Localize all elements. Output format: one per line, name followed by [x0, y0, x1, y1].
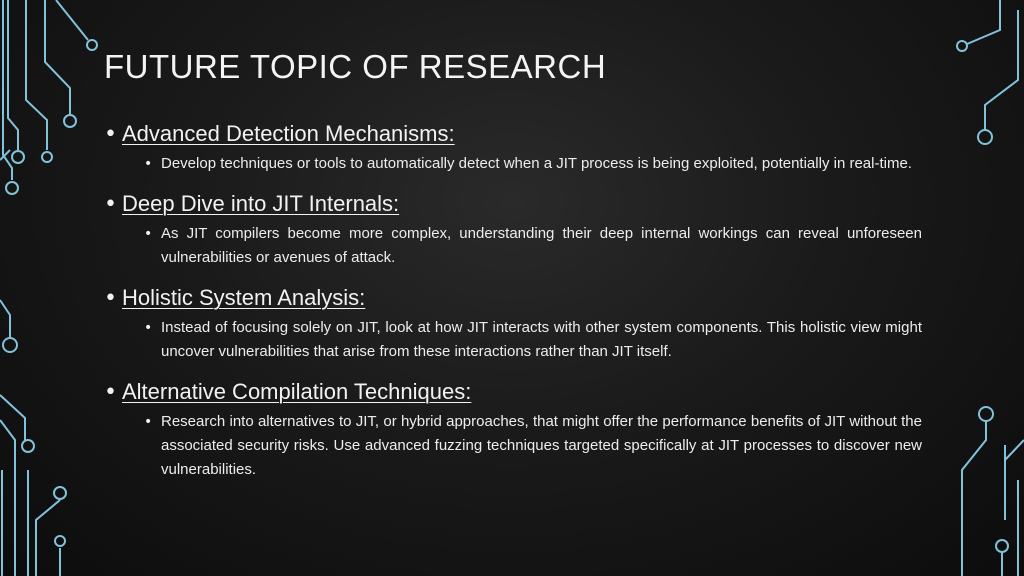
circuit-trace	[962, 420, 986, 576]
topic-item	[104, 282, 922, 364]
bullet-icon: •	[144, 414, 153, 430]
topic-description: Instead of focusing solely on JIT, look at how JIT interacts with other system components. This holistic view might uncover vulnerabilities that arise from these interactions rather than JIT itself.	[161, 319, 922, 360]
circuit-trace	[1005, 440, 1024, 460]
circuit-node	[978, 130, 992, 144]
circuit-trace	[56, 0, 88, 40]
circuit-trace	[26, 0, 47, 150]
topic-heading: Holistic System Analysis:	[122, 285, 366, 310]
topic-list	[104, 118, 922, 494]
topic-heading: Advanced Detection Mechanisms:	[122, 121, 455, 146]
bullet-icon: •	[144, 226, 153, 242]
circuit-trace	[45, 0, 70, 115]
bullet-icon: •	[104, 192, 117, 217]
topic-item	[104, 188, 922, 270]
circuit-node	[55, 536, 65, 546]
circuit-trace	[0, 300, 10, 338]
circuit-trace	[0, 395, 25, 440]
circuit-node	[64, 115, 76, 127]
circuit-node	[22, 440, 34, 452]
circuit-node	[979, 407, 993, 421]
topic-description: Develop techniques or tools to automatically detect when a JIT process is being exploited, potentially in real-time.	[161, 155, 912, 172]
circuit-trace	[985, 10, 1018, 130]
bullet-icon: •	[144, 320, 153, 336]
circuit-node	[87, 40, 97, 50]
circuit-node	[42, 152, 52, 162]
circuit-node	[996, 540, 1008, 552]
bullet-icon: •	[144, 156, 153, 172]
circuit-node	[12, 151, 24, 163]
bullet-icon: •	[104, 286, 117, 311]
circuit-node	[3, 338, 17, 352]
circuit-trace	[8, 0, 18, 150]
topic-description: As JIT compilers become more complex, understanding their deep internal workings can reveal unforeseen vulnerabilities or avenues of attack.	[161, 225, 922, 266]
topic-item	[104, 118, 922, 176]
circuit-node	[54, 487, 66, 499]
circuit-trace	[967, 0, 1000, 44]
circuit-node	[957, 41, 967, 51]
topic-heading: Deep Dive into JIT Internals:	[122, 191, 400, 216]
circuit-node	[6, 182, 18, 194]
topic-description: Research into alternatives to JIT, or hybrid approaches, that might offer the performance benefits of JIT without the associated security risks. Use advanced fuzzing techniques targeted specifically at JIT processes to discover new vulnerabilities.	[161, 413, 922, 478]
topic-heading: Alternative Compilation Techniques:	[122, 379, 472, 404]
bullet-icon: •	[104, 380, 117, 405]
slide-title: FUTURE TOPIC OF RESEARCH	[104, 48, 607, 85]
topic-item	[104, 376, 922, 482]
bullet-icon: •	[104, 122, 117, 147]
